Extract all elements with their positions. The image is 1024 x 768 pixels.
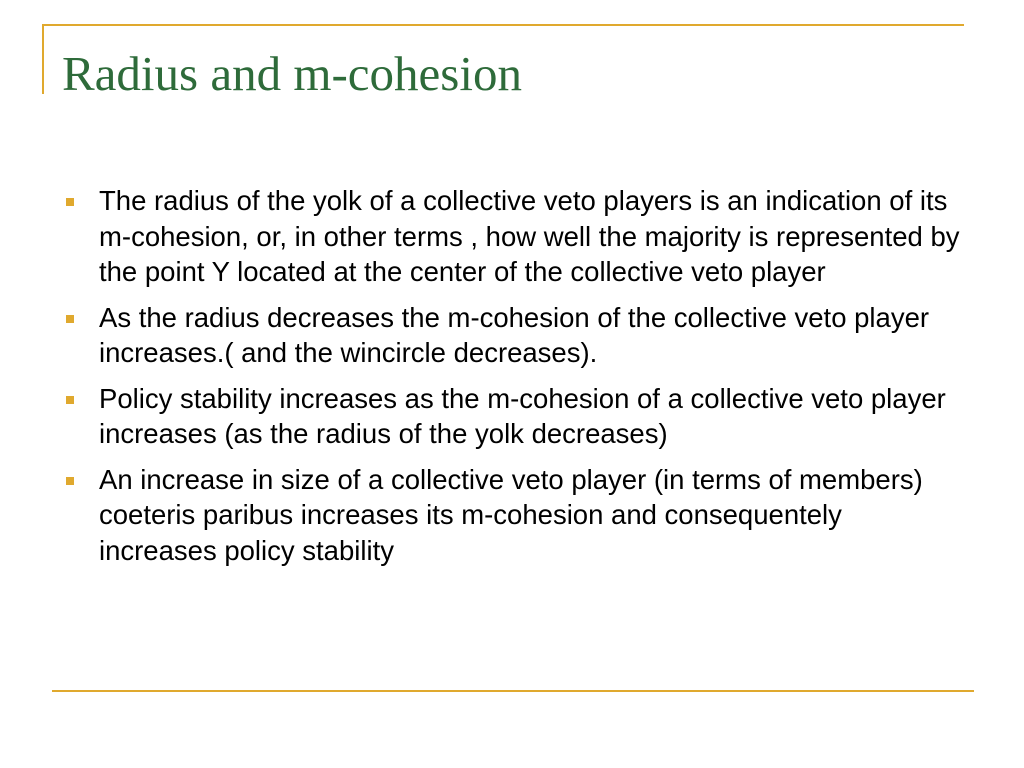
bullet-item [62, 381, 967, 452]
bullet-item [62, 462, 967, 569]
square-bullet-icon [66, 396, 74, 404]
square-bullet-icon [66, 477, 74, 485]
bullet-list [62, 183, 967, 578]
square-bullet-icon [66, 198, 74, 206]
bullet-text: An increase in size of a collective veto player (in terms of members) coeteris paribus increases its m-cohesion and consequentely increases policy stability [99, 463, 923, 566]
bullet-item [62, 183, 967, 290]
square-bullet-icon [66, 315, 74, 323]
bullet-text: The radius of the yolk of a collective veto players is an indication of its m-cohesion, or, in other terms , how well the majority is represented by the point Y located at the center of the collective veto player [99, 185, 960, 287]
bullet-item [62, 300, 967, 371]
slide-title: Radius and m-cohesion [62, 46, 522, 101]
bottom-border-line [52, 690, 974, 692]
top-border-line [42, 24, 964, 26]
left-border-line [42, 24, 44, 94]
bullet-text: Policy stability increases as the m-cohesion of a collective veto player increases (as the radius of the yolk decreases) [99, 382, 946, 449]
bullet-text: As the radius decreases the m-cohesion of the collective veto player increases.( and the wincircle decreases). [99, 301, 930, 368]
